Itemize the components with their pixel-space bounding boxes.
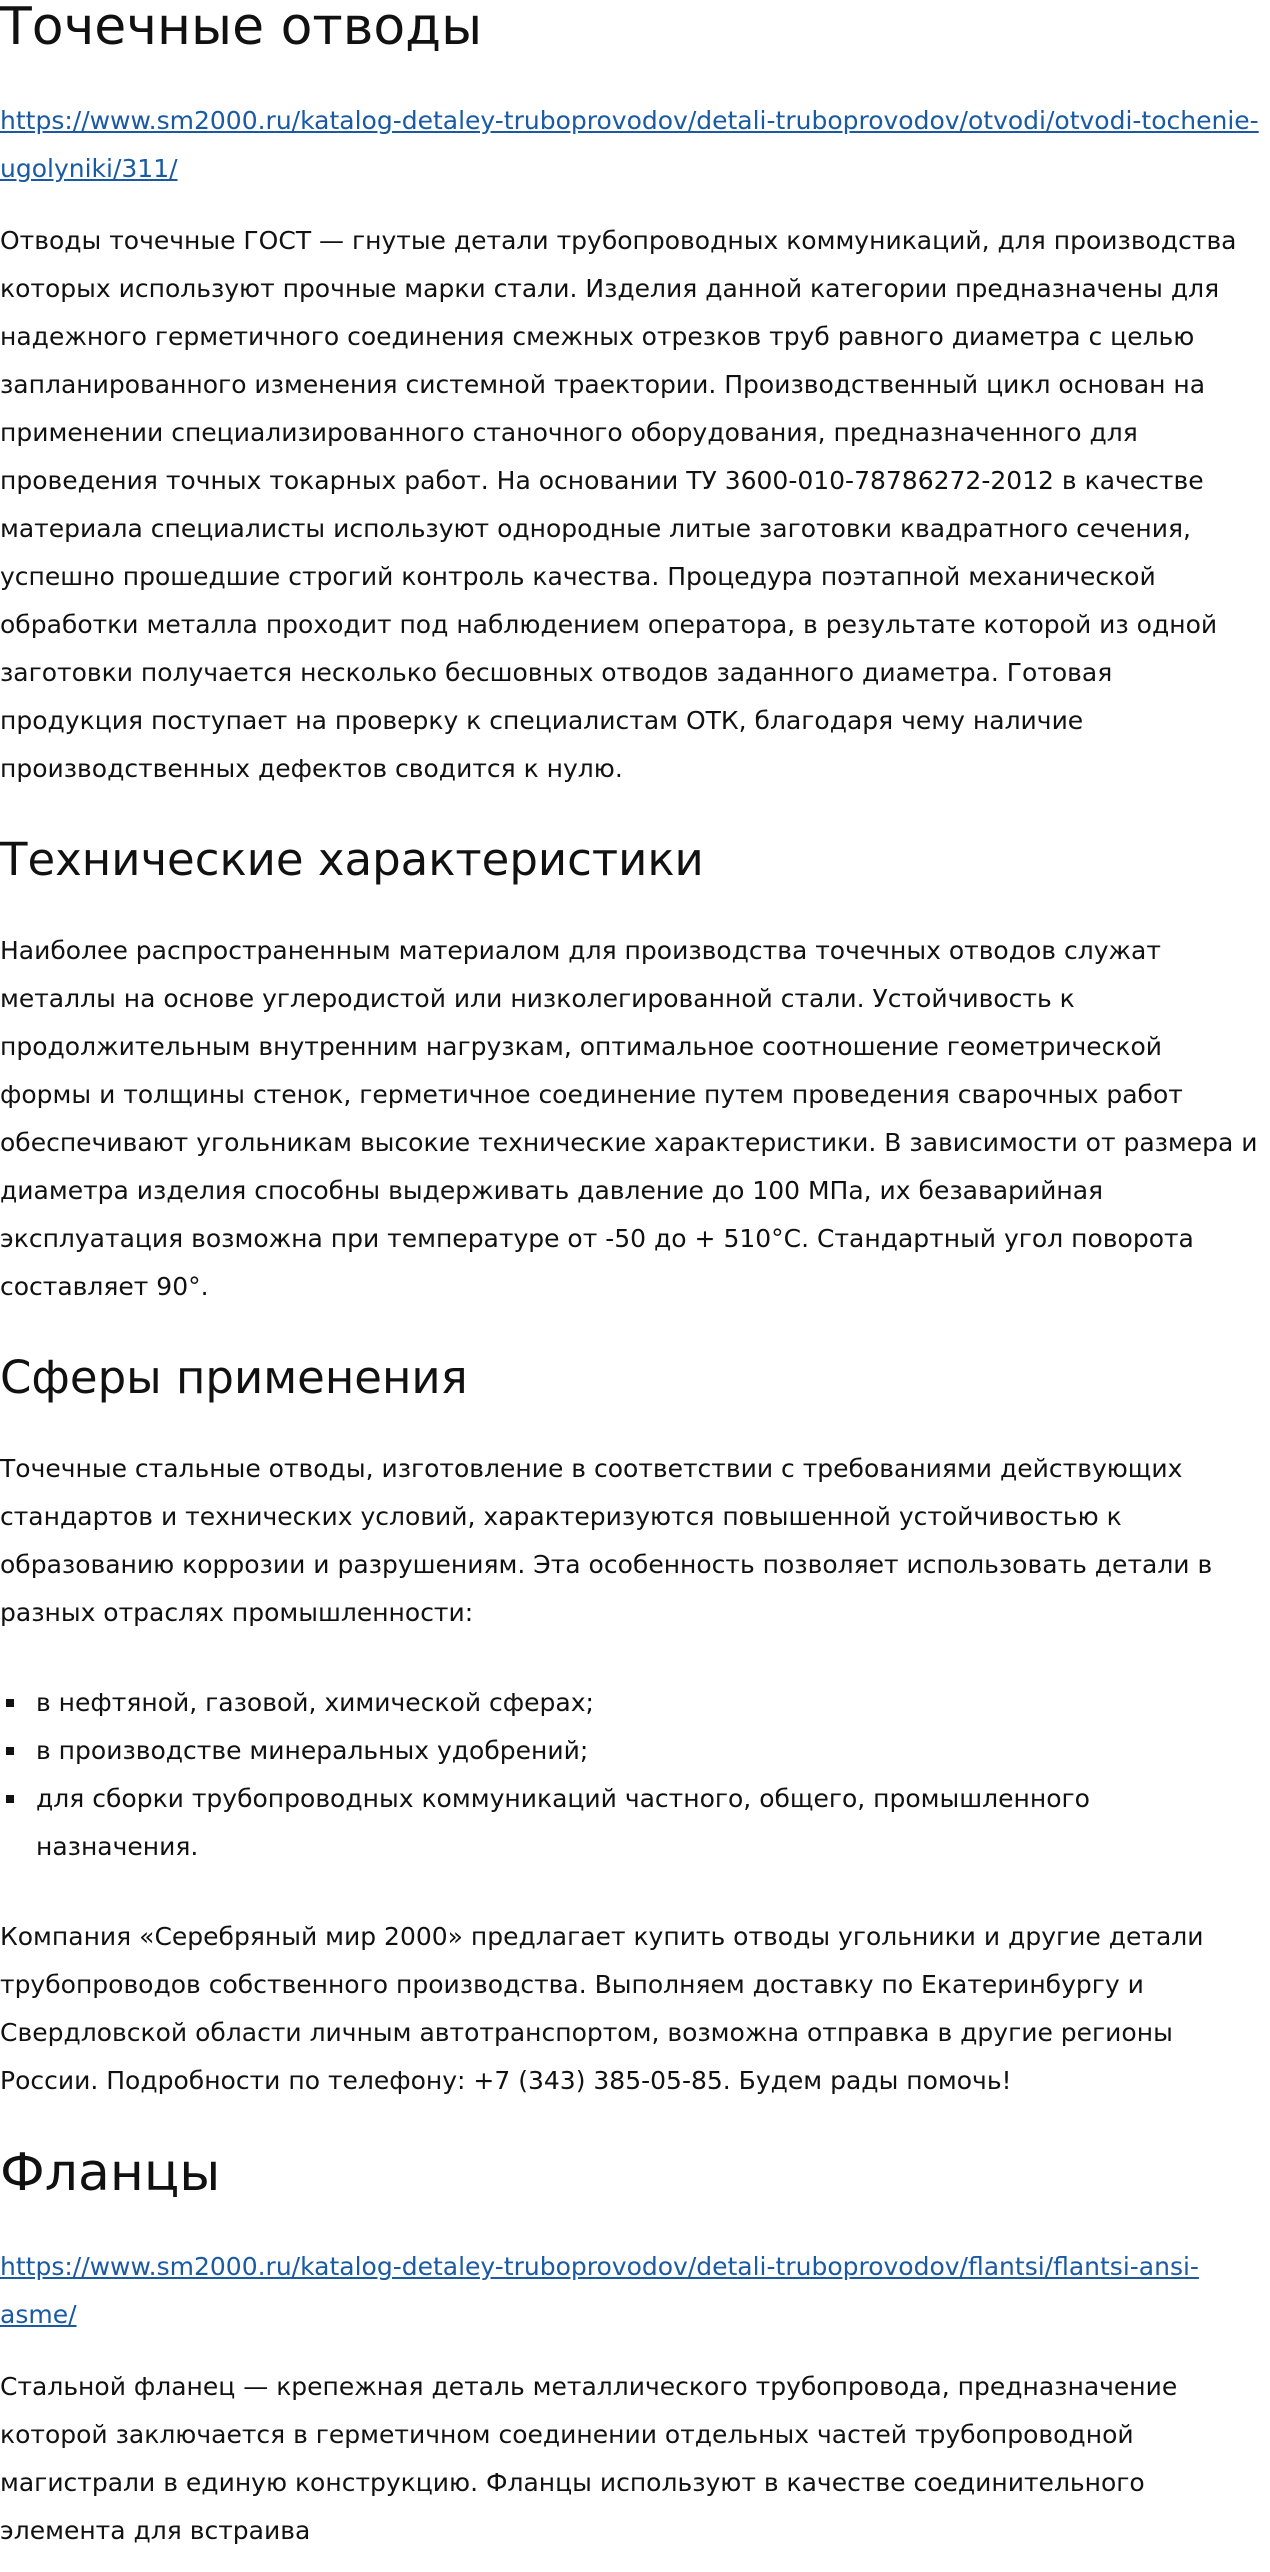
applications-list bbox=[0, 1679, 1260, 1871]
square-bullet-icon bbox=[6, 1747, 14, 1755]
list-item-text: для сборки трубопроводных коммуникаций частного, общего, промышленного назначения. bbox=[36, 1784, 1090, 1861]
catalog-link-bends[interactable]: https://www.sm2000.ru/katalog-detaley-truboprovodov/detali-truboprovodov/otvodi/otvodi-tochenie-ugolyniki/311/ bbox=[0, 106, 1259, 183]
section-title-point-bends: Точечные отводы bbox=[0, 0, 483, 57]
list-item bbox=[36, 1775, 1260, 1871]
list-item-text: в нефтяной, газовой, химической сферах; bbox=[36, 1688, 594, 1717]
square-bullet-icon bbox=[6, 1795, 14, 1803]
applications-paragraph: Точечные стальные отводы, изготовление в соответствии с требованиями действующих стандартов и технических условий, характеризуются повышенной устойчивостью к образованию коррозии и разрушениям. Эта особенность позволяет использовать детали в разных отраслях промышленности: bbox=[0, 1454, 1213, 1627]
list-item-text: в производстве минеральных удобрений; bbox=[36, 1736, 589, 1765]
link-paragraph bbox=[0, 97, 1260, 193]
list-item bbox=[36, 1679, 1260, 1727]
section-title-applications: Сферы применения bbox=[0, 1351, 468, 1404]
section-title-specs: Технические характеристики bbox=[0, 833, 704, 886]
link-paragraph bbox=[0, 2243, 1260, 2339]
section-title-flanges: Фланцы bbox=[0, 2143, 221, 2203]
catalog-link-flanges[interactable]: https://www.sm2000.ru/katalog-detaley-truboprovodov/detali-truboprovodov/flantsi/flantsi-ansi-asme/ bbox=[0, 2252, 1199, 2329]
intro-paragraph: Отводы точечные ГОСТ — гнутые детали трубопроводных коммуникаций, для производства которых используют прочные марки стали. Изделия данной категории предназначены для надежного герметичного соединения смежных отрезков труб равного диаметра с целью запланированного изменения системной траектории. Производственный цикл основан на применении специализированного станочного оборудования, предназначенного для проведения точных токарных работ. На основании ТУ 3600-010-78786272-2012 в качестве материала специалисты используют однородные литые заготовки квадратного сечения, успешно прошедшие строгий контроль качества. Процедура поэтапной механической обработки металла проходит под наблюдением оператора, в результате которой из одной заготовки получается несколько бесшовных отводов заданного диаметра. Готовая продукция поступает на проверку к специалистам ОТК, благодаря чему наличие производственных дефектов сводится к нулю. bbox=[0, 226, 1237, 783]
list-item bbox=[36, 1727, 1260, 1775]
specs-paragraph: Наиболее распространенным материалом для производства точечных отводов служат металлы на основе углеродистой или низколегированной стали. Устойчивость к продолжительным внутренним нагрузкам, оптимальное соотношение геометрической формы и толщины стенок, герметичное соединение путем проведения сварочных работ обеспечивают угольникам высокие технические характеристики. В зависимости от размера и диаметра изделия способны выдерживать давление до 100 МПа, их безаварийная эксплуатация возможна при температуре от -50 до + 510°С. Стандартный угол поворота составляет 90°. bbox=[0, 936, 1258, 1301]
flanges-paragraph: Стальной фланец — крепежная деталь металлического трубопровода, предназначение которой заключается в герметичном соединении отдельных частей трубопроводной магистрали в единую конструкцию. Фланцы используют в качестве соединительного элемента для встраива bbox=[0, 2372, 1178, 2545]
square-bullet-icon bbox=[6, 1699, 14, 1707]
company-paragraph: Компания «Серебряный мир 2000» предлагает купить отводы угольники и другие детали трубопроводов собственного производства. Выполняем доставку по Екатеринбургу и Свердловской области личным автотранспортом, возможна отправка в другие регионы России. Подробности по телефону: +7 (343) 385-05-85. Будем рады помочь! bbox=[0, 1922, 1204, 2095]
